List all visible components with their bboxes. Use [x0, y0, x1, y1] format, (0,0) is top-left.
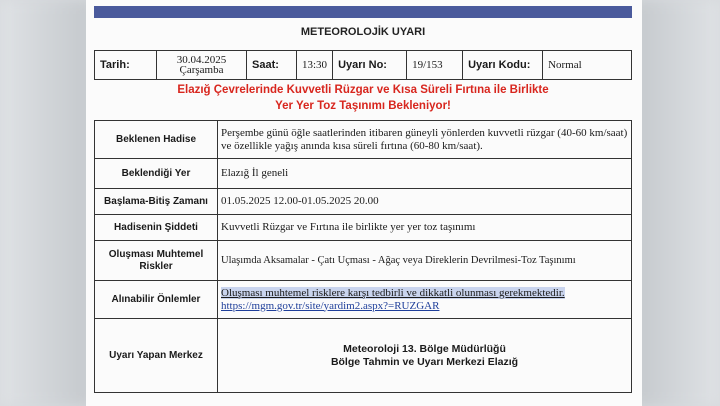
row-label: Oluşması Muhtemel Riskler [95, 241, 218, 281]
row-label: Uyarı Yapan Merkez [95, 319, 218, 393]
table-row [95, 159, 632, 189]
precautions-text: Oluşması muhtemel risklere karşı tedbirli ve dikkatli olunması gerekmektedir. [221, 286, 565, 299]
row-label: Başlama-Bitiş Zamanı [95, 189, 218, 215]
date-value: 30.04.2025 [176, 54, 227, 66]
header-table [94, 50, 632, 80]
time-value: 13:30 [297, 51, 333, 80]
date-cell [157, 51, 247, 80]
table-row [95, 319, 632, 393]
table-row [95, 241, 632, 281]
code-label: Uyarı Kodu: [463, 51, 543, 80]
row-value: Ulaşımda Aksamalar - Çatı Uçması - Ağaç veya Direklerin Devrilmesi-Toz Taşınımı [218, 241, 632, 281]
code-value: Normal [543, 51, 632, 80]
row-label: Hadisenin Şiddeti [95, 215, 218, 241]
table-row [95, 281, 632, 319]
issuing-center-name: Meteoroloji 13. Bölge Müdürlüğü [343, 342, 506, 355]
number-label: Uyarı No: [333, 51, 407, 80]
warning-document [86, 0, 642, 406]
details-table [94, 120, 632, 393]
date-label: Tarih: [95, 51, 157, 80]
table-row [95, 215, 632, 241]
mgm-help-link[interactable]: https://mgm.gov.tr/site/yardim2.aspx?=RUZGAR [221, 299, 440, 312]
row-label: Beklendiği Yer [95, 159, 218, 189]
day-value: Çarşamba [179, 64, 224, 76]
number-value: 19/153 [407, 51, 463, 80]
table-row [95, 121, 632, 159]
blurred-background-left [0, 0, 92, 406]
document-title: METEOROLOJİK UYARI [300, 26, 426, 38]
issuing-center-unit: Bölge Tahmin ve Uyarı Merkezi Elazığ [330, 355, 519, 368]
time-label: Saat: [247, 51, 297, 80]
table-row [95, 189, 632, 215]
row-value: Kuvvetli Rüzgar ve Fırtına ile birlikte yer yer toz taşınımı [218, 215, 632, 241]
headline-line-2: Yer Yer Toz Taşınımı Bekleniyor! [275, 100, 451, 112]
row-value: Perşembe günü öğle saatlerinden itibaren güneyli yönlerden kuvvetli rüzgar (40-60 km/saat) ve özellikle yağış anında kısa süreli fırtına (60-80 km/saat). [218, 121, 632, 159]
row-value: 01.05.2025 12.00-01.05.2025 20.00 [218, 189, 632, 215]
document-top-bar [94, 6, 632, 18]
issuing-center-cell [218, 319, 632, 393]
row-value: Elazığ İl geneli [218, 159, 632, 189]
row-label: Alınabilir Önlemler [95, 281, 218, 319]
headline-line-1: Elazığ Çevrelerinde Kuvvetli Rüzgar ve Kısa Süreli Fırtına ile Birlikte [177, 84, 549, 96]
blurred-background-right [632, 0, 720, 406]
row-label: Beklenen Hadise [95, 121, 218, 159]
warning-headline [94, 82, 632, 114]
row-value-cell [218, 281, 632, 319]
